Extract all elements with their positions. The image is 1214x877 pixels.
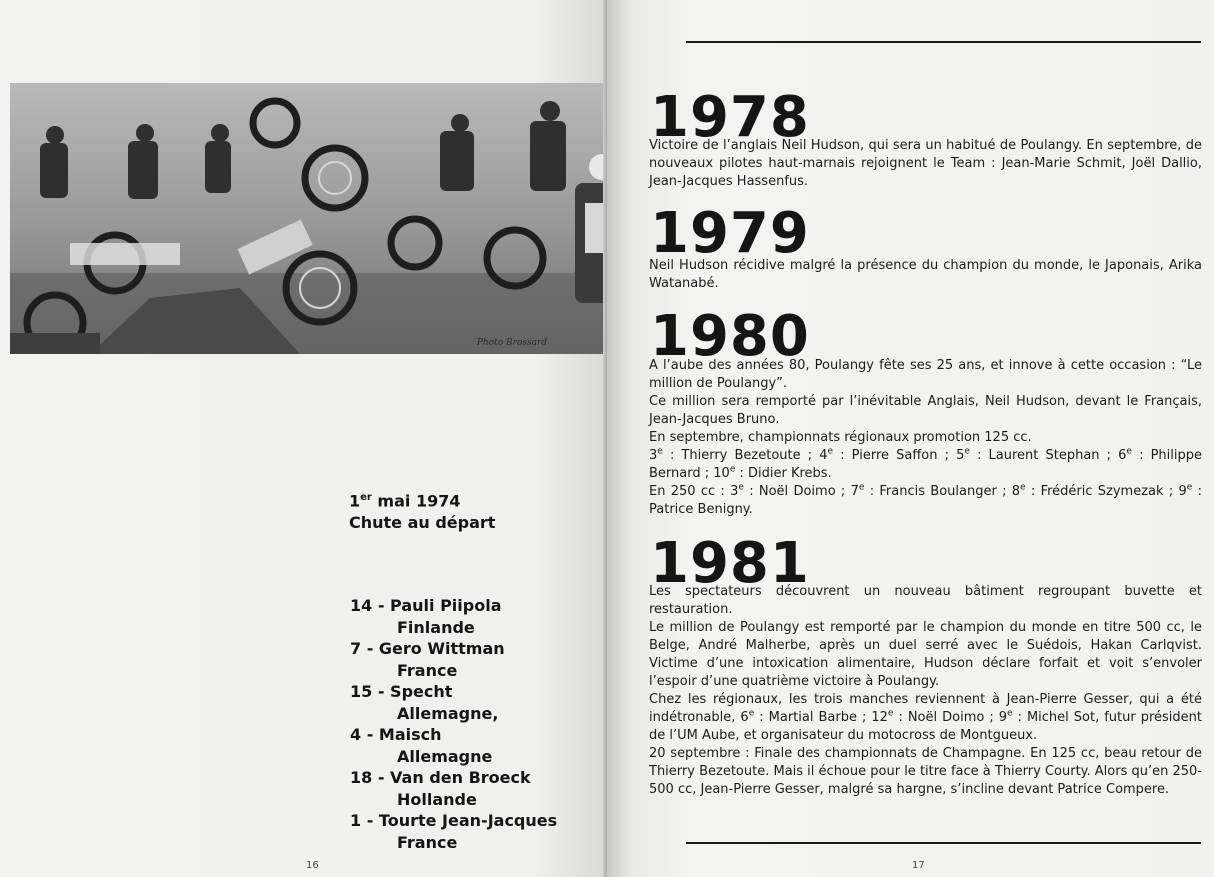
paragraph-regional (649, 691, 1202, 745)
ranking-125cc (649, 447, 1202, 483)
rank-position: 6 (740, 710, 749, 725)
paragraph: Les spectateurs découvrent un nouveau bâtiment regroupant buvette et restauration. (649, 584, 1202, 617)
rider-country: France (397, 660, 458, 680)
section-1979-text (649, 257, 1202, 293)
rank-rider: : Patrice Benigny. (649, 484, 1202, 517)
rider-country: Hollande (397, 789, 477, 809)
rank-suffix: e (1020, 482, 1026, 493)
rider-entry (350, 681, 557, 724)
ranking-250-prefix: En 250 cc : (649, 484, 731, 499)
race-start-photo (10, 83, 642, 354)
photo-credit: Photo Brossard (476, 338, 547, 348)
page-number-right: 17 (912, 860, 925, 871)
caption-title: Chute au départ (349, 513, 496, 533)
rank-suffix: e (827, 446, 834, 457)
rider-separator: - (361, 639, 379, 658)
paragraph: En septembre, championnats régionaux promotion 125 cc. (649, 430, 1032, 445)
rider-number: 7 (350, 639, 362, 658)
year-heading-1979: 1979 (650, 201, 810, 266)
paragraph: Neil Hudson récidive malgré la présence du champion du monde, le Japonais, Arika Watanabé. (649, 258, 1202, 291)
caption-date-day: 1 (349, 491, 361, 511)
rider-separator: - (361, 725, 379, 744)
rank-position: 3 (649, 448, 658, 463)
rider-country: Allemagne (397, 746, 493, 766)
rider-separator: - (372, 768, 391, 787)
photo-caption (349, 487, 495, 534)
rank-position: 7 (850, 484, 859, 499)
rank-rider: : Martial Barbe ; (754, 710, 872, 725)
year-heading-1981: 1981 (650, 531, 810, 596)
paragraph: Le million de Poulangy est remporté par le champion du monde en titre 500 cc, le Belge, André Malherbe, après un duel serré avec le Suédois, Hakan Carlqvist. Victime d’une intoxication alimentaire, Hudson déclare forfait et voit s’envoler l’espoir d’une quatrième victoire à Poulangy. (649, 620, 1202, 689)
rank-position: 12 (871, 710, 888, 725)
rank-position: 4 (819, 448, 828, 463)
regional-intro: Chez les régionaux, les trois manches reviennent à Jean-Pierre Gesser, qui a été indétronable, (649, 692, 1202, 725)
rider-name: Specht (390, 682, 453, 701)
rider-name: Pauli Piipola (390, 596, 502, 615)
rank-position: 9 (998, 710, 1007, 725)
rider-name: Gero Wittman (378, 639, 505, 658)
rank-position: 6 (1118, 448, 1127, 463)
rank-suffix: e (738, 482, 744, 493)
rank-position: 8 (1011, 484, 1021, 499)
bottom-rule (686, 842, 1201, 844)
section-1978-text (649, 137, 1202, 191)
rank-suffix: e (858, 482, 865, 493)
rank-position: 10 (713, 466, 730, 481)
page-number-left: 16 (306, 860, 319, 871)
rider-country: France (397, 832, 458, 852)
paragraph: A l’aube des années 80, Poulangy fête ses 25 ans, et innove à cette occasion : “Le million de Poulangy”. (649, 358, 1202, 391)
rank-position: 3 (730, 484, 739, 499)
rank-rider: : Michel Sot, futur président de l’UM Aube, et organisateur du motocross de Montgueux. (649, 710, 1202, 743)
rank-suffix: e (729, 464, 736, 475)
rider-separator: - (361, 811, 379, 830)
rank-suffix: e (964, 446, 970, 457)
caption-date (349, 487, 495, 512)
rider-country: Allemagne, (397, 703, 499, 723)
rank-position: 5 (956, 448, 965, 463)
rank-suffix: e (657, 446, 663, 457)
rank-position: 9 (1178, 484, 1187, 499)
rider-entry (350, 724, 557, 767)
rider-entry (350, 638, 557, 681)
section-1980-text (649, 357, 1202, 519)
rider-number: 18 (350, 768, 373, 787)
rank-suffix: e (748, 708, 755, 719)
rank-suffix: e (887, 708, 894, 719)
rank-rider: : Didier Krebs. (735, 466, 832, 481)
rank-rider: : Philippe Bernard ; (649, 448, 1202, 481)
rank-rider: : Pierre Saffon ; (833, 448, 957, 463)
rider-separator: - (372, 596, 391, 615)
rider-list (350, 595, 557, 853)
caption-date-rest: mai 1974 (371, 491, 461, 511)
rider-number: 15 (350, 682, 373, 701)
rank-suffix: e (1007, 708, 1013, 719)
year-heading-1980: 1980 (650, 304, 810, 369)
rank-rider: : Thierry Bezetoute ; (662, 448, 820, 463)
year-heading-1978: 1978 (650, 85, 810, 150)
rank-rider: : Francis Boulanger ; (864, 484, 1012, 499)
paragraph-final: 20 septembre : Finale des championnats de Champagne. En 125 cc, beau retour de Thierry Bezetoute. Mais il échoue pour le titre face à Thierry Courty. Alors qu’en 250-500 cc, Jean-Pierre Gesser, malgré sa hargne, s’incline devant Patrice Compere. (649, 746, 1202, 797)
ranking-250cc (649, 483, 1202, 519)
rank-suffix: e (1126, 446, 1132, 457)
rank-rider: : Noël Doimo ; (743, 484, 851, 499)
rider-name: Maisch (378, 725, 442, 744)
rider-separator: - (372, 682, 391, 701)
rider-entry (350, 595, 557, 638)
top-rule (686, 41, 1201, 43)
paragraph: Victoire de l’anglais Neil Hudson, qui sera un habitué de Poulangy. En septembre, de nouveaux pilotes haut-marnais rejoignent le Team : Jean-Marie Schmit, Joël Dallio, Jean-Jacques Hassenfus. (649, 138, 1202, 189)
rider-country: Finlande (397, 617, 475, 637)
motocross-crash-image (10, 83, 642, 354)
caption-date-suffix: er (360, 492, 372, 503)
rank-rider: : Noël Doimo ; (893, 710, 999, 725)
section-1981-text (649, 583, 1202, 799)
rider-number: 4 (350, 725, 362, 744)
rank-rider: : Laurent Stephan ; (969, 448, 1119, 463)
paragraph: Ce million sera remporté par l’inévitable Anglais, Neil Hudson, devant le Français, Jean-Jacques Bruno. (649, 394, 1202, 427)
rider-number: 14 (350, 596, 373, 615)
rider-name: Tourte Jean-Jacques (378, 811, 558, 830)
rank-suffix: e (1186, 482, 1193, 493)
rider-entry (350, 767, 557, 810)
rider-number: 1 (350, 811, 362, 830)
rider-entry (350, 810, 557, 853)
rider-name: Van den Broeck (390, 768, 531, 787)
rank-rider: : Frédéric Szymezak ; (1025, 484, 1179, 499)
